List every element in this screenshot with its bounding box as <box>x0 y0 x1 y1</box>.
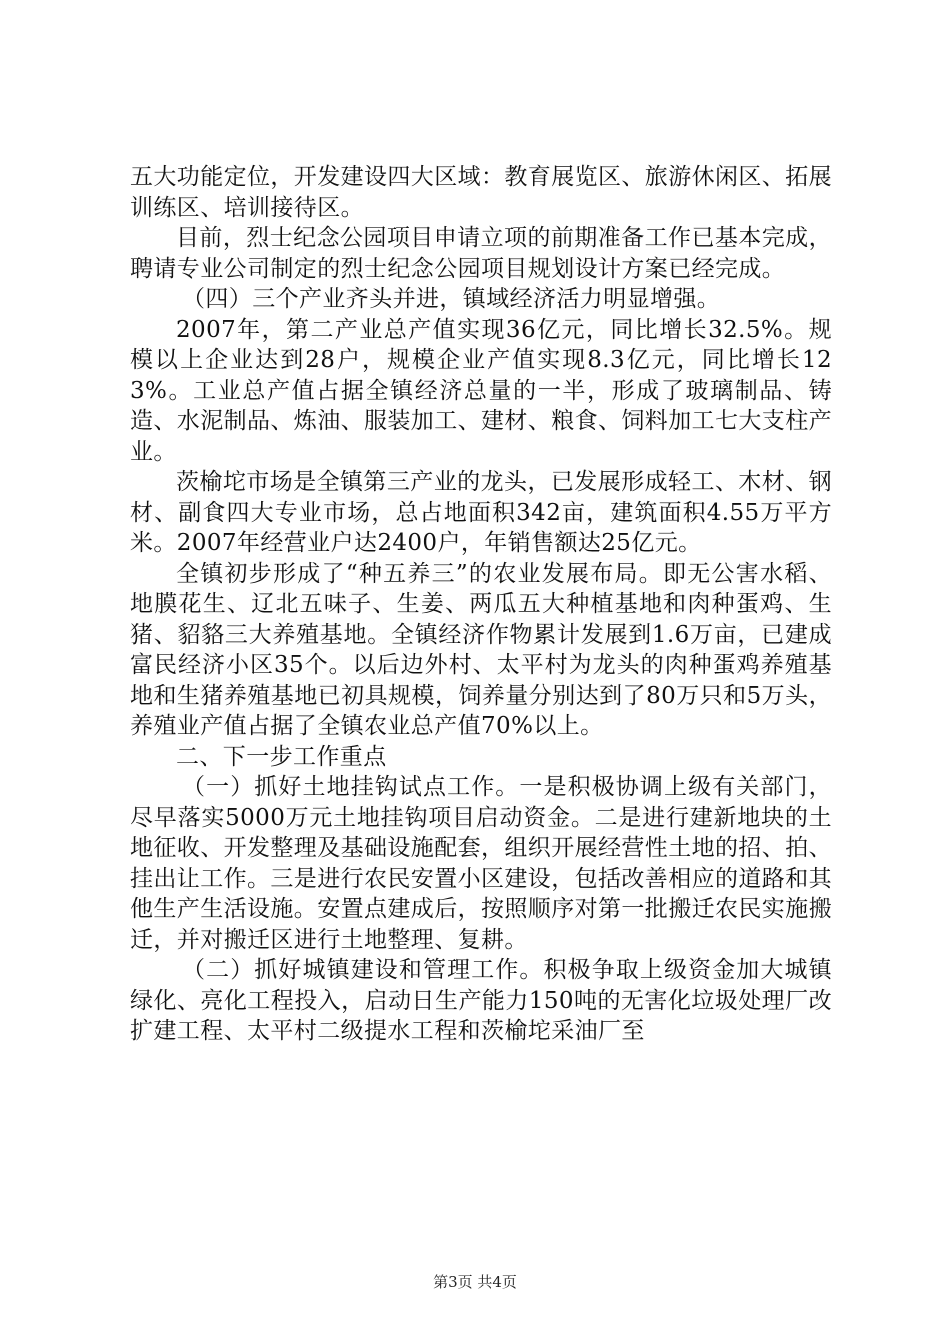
section-heading-next-steps: 二、下一步工作重点 <box>176 743 387 770</box>
paragraph-memorial-park: 目前，烈士纪念公园项目申请立项的前期准备工作已基本完成，聘请专业公司制定的烈士纪念公园项目规划设计方案已经完成。 <box>130 225 832 282</box>
paragraph-secondary-industry: 2007年，第二产业总产值实现36亿元，同比增长32.5%。规模以上企业达到28户，规模企业产值实现8.3亿元，同比增长123%。工业总产值占据全镇经济总量的一半，形成了玻璃制品、铸造、水泥制品、炼油、服装加工、建材、粮食、饲料加工七大支柱产业。 <box>130 316 832 465</box>
paragraph-town-construction: （二）抓好城镇建设和管理工作。积极争取上级资金加大城镇绿化、亮化工程投入，启动日生产能力150吨的无害化垃圾处理厂改扩建工程、太平村二级提水工程和茨榆坨采油厂至 <box>130 957 832 1044</box>
paragraph-agriculture: 全镇初步形成了“种五养三”的农业发展布局。即无公害水稻、地膜花生、辽北五味子、生姜、两瓜五大种植基地和肉种蛋鸡、生猪、貂貉三大养殖基地。全镇经济作物累计发展到1.6万亩，已建成富民经济小区35个。以后边外村、太平村为龙头的肉种蛋鸡养殖基地和生猪养殖基地已初具规模，饲养量分别达到了80万只和5万头，养殖业产值占据了全镇农业总产值70%以上。 <box>130 560 832 739</box>
page-footer: 第3页 共4页 <box>433 1273 517 1291</box>
section-heading-industries: （四）三个产业齐头并进，镇域经济活力明显增强。 <box>182 286 721 312</box>
paragraph-land-pilot: （一）抓好土地挂钩试点工作。一是积极协调上级有关部门，尽早落实5000万元土地挂钩项目启动资金。二是进行建新地块的土地征收、开发整理及基础设施配套，组织开展经营性土地的招、拍、挂出让工作。三是进行农民安置小区建设，包括改善相应的道路和其他生产生活设施。安置点建成后，按照顺序对第一批搬迁农民实施搬迁，并对搬迁区进行土地整理、复耕。 <box>130 774 832 953</box>
paragraph-market: 茨榆坨市场是全镇第三产业的龙头，已发展形成轻工、木材、钢材、副食四大专业市场，总占地面积342亩，建筑面积4.55万平方米。2007年经营业户达2400户，年销售额达25亿元。 <box>130 469 832 556</box>
paragraph-function-zones: 五大功能定位，开发建设四大区域：教育展览区、旅游休闲区、拓展训练区、培训接待区。 <box>130 164 832 221</box>
document-body <box>130 162 832 1047</box>
